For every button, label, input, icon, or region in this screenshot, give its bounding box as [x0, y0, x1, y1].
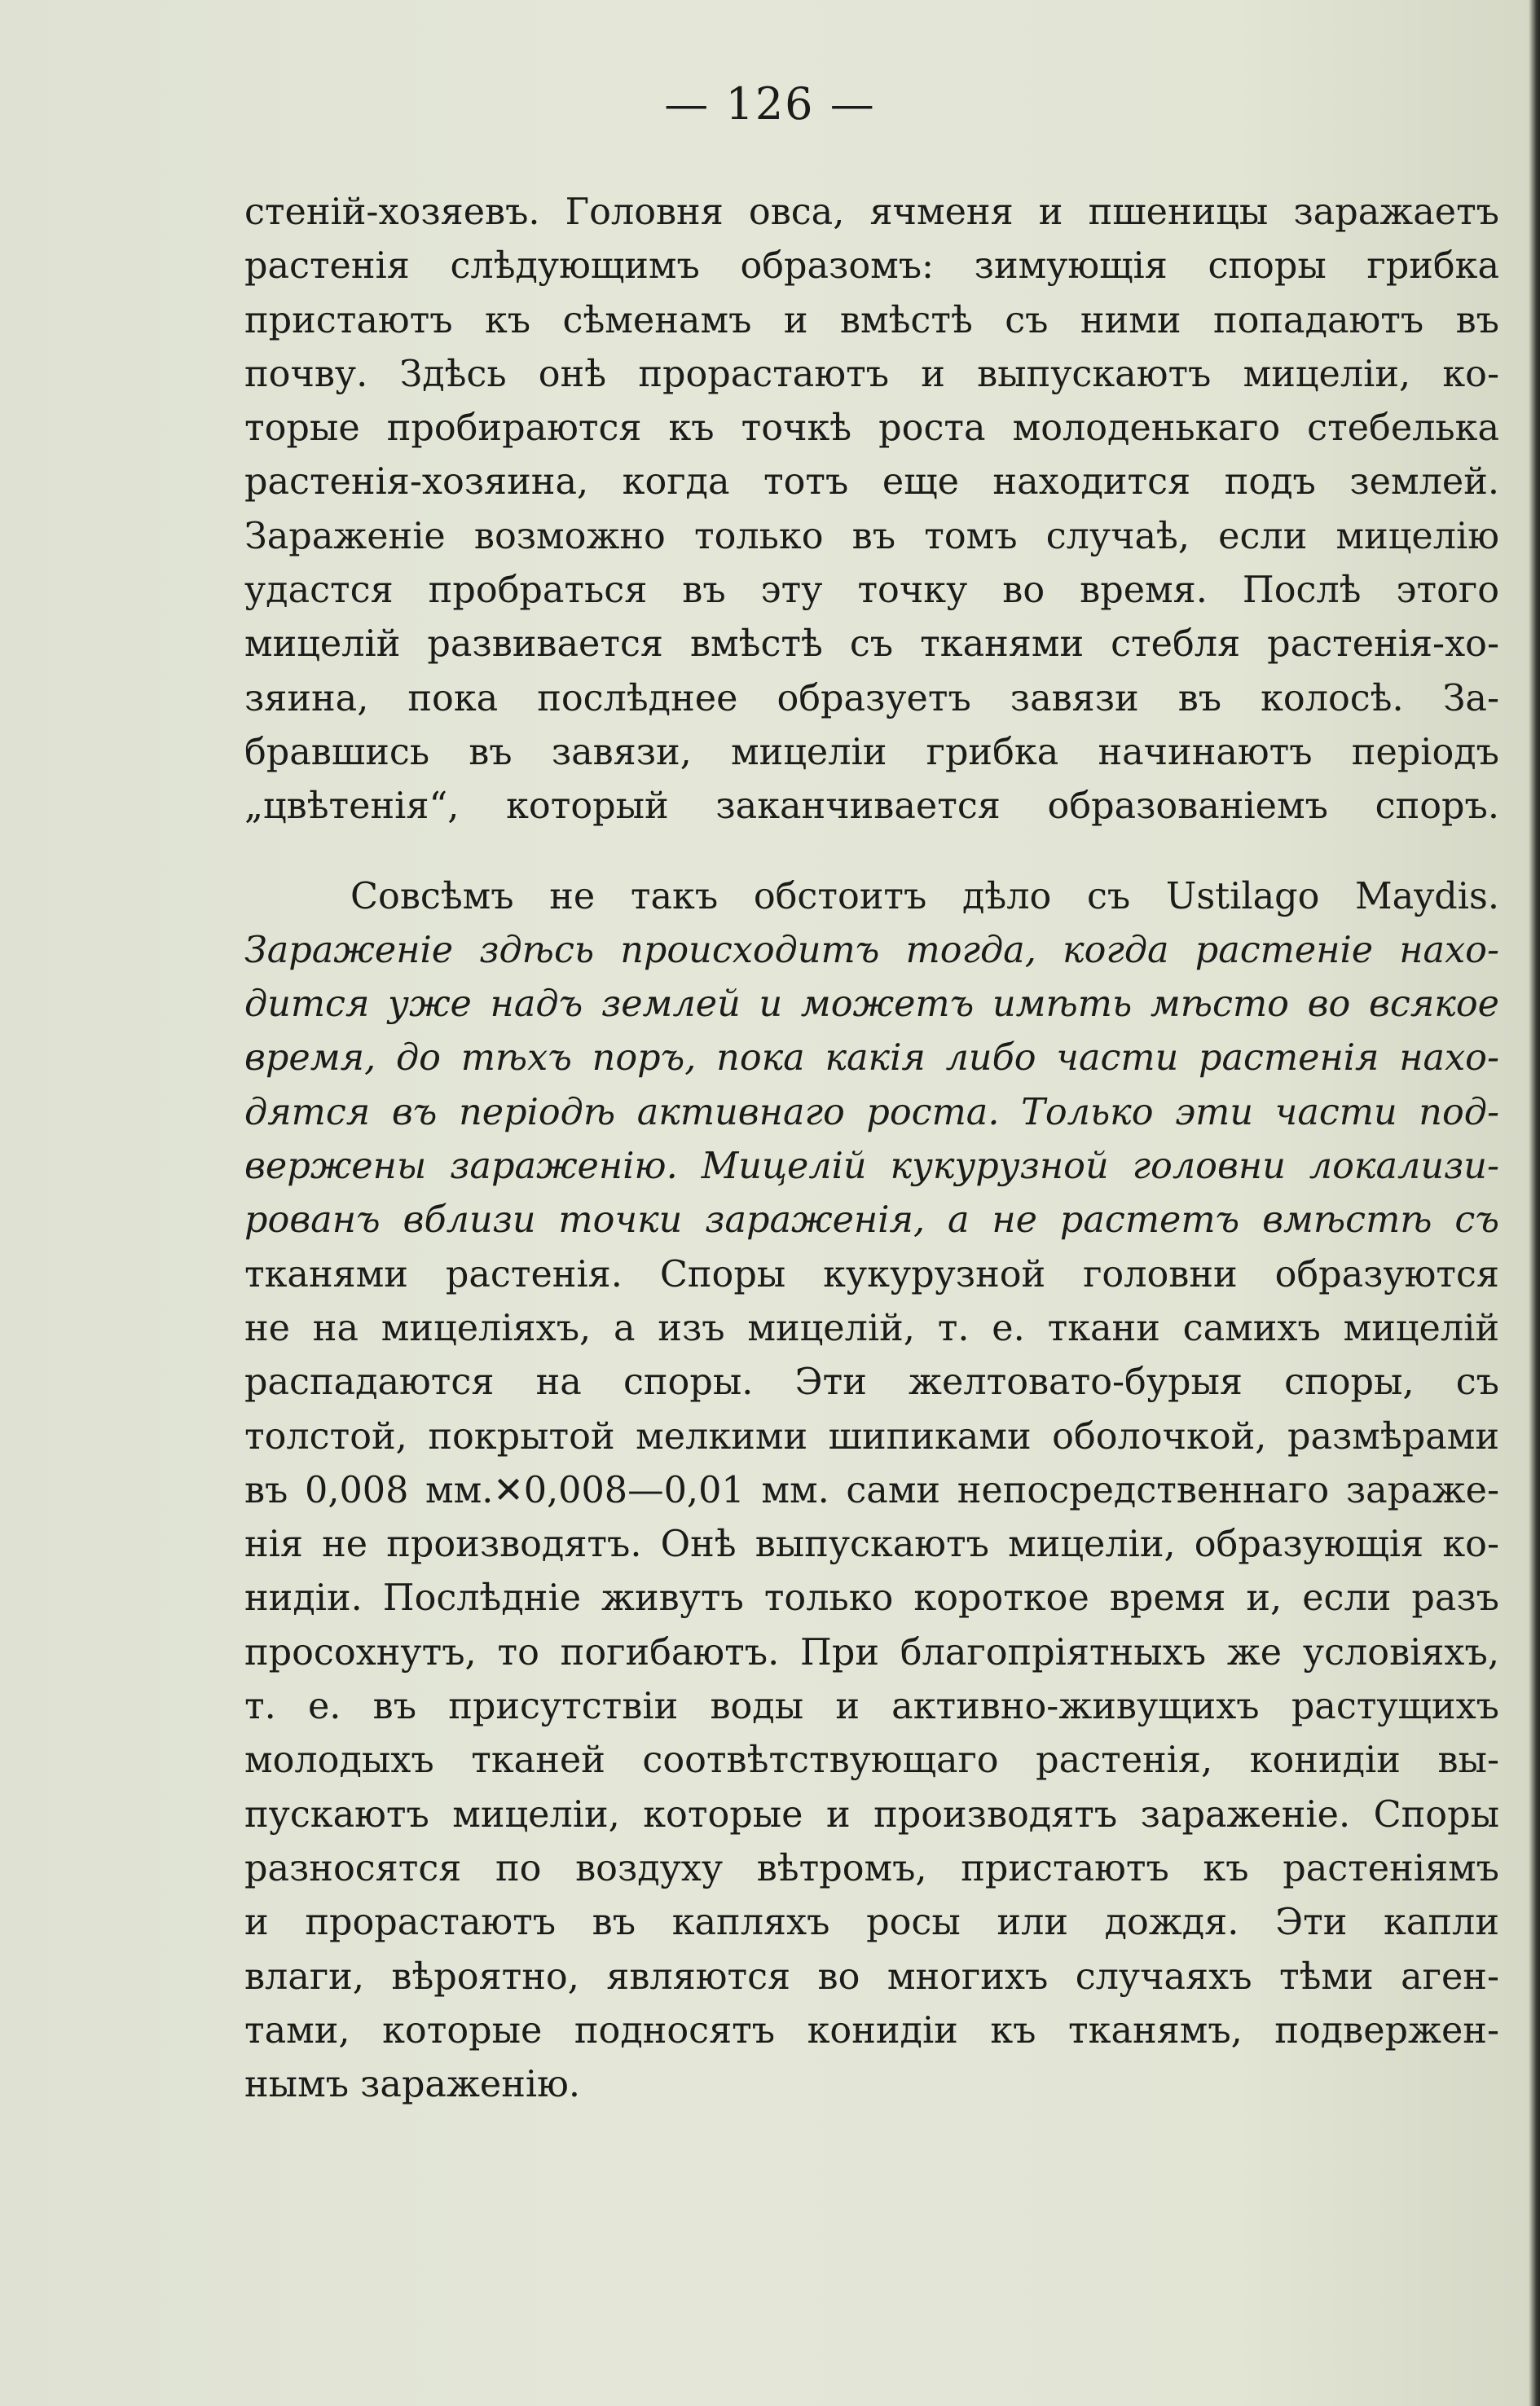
text-line-italic: время, до тѣхъ поръ, пока какія либо части растенія нахо- — [244, 1037, 1499, 1080]
text-line-italic: дятся въ періодѣ активнаго роста. Только эти части под- — [244, 1091, 1499, 1133]
text-line: не на мицеліяхъ, а изъ мицелій, т. е. ткани самихъ мицелій — [244, 1307, 1499, 1349]
paragraph-1 — [244, 186, 1499, 834]
paragraph-2 — [244, 870, 1499, 2113]
text-line: разносятся по воздуху вѣтромъ, пристаютъ къ растеніямъ — [244, 1847, 1499, 1889]
text-line: „цвѣтенія“, который заканчивается образованіемъ споръ. — [244, 785, 1499, 828]
text-line: тами, которые подносятъ конидіи къ тканямъ, подвержен- — [244, 2009, 1499, 2052]
text-line: тканями растенія. Споры кукурузной головни образуются — [244, 1253, 1499, 1295]
text-line: растенія слѣдующимъ образомъ: зимующія споры грибка — [244, 245, 1499, 288]
text-line: зяина, пока послѣднее образуетъ завязи въ колосѣ. За- — [244, 677, 1499, 719]
text-line: торые пробираются къ точкѣ роста молоденькаго стебелька — [244, 407, 1499, 450]
text-line: просохнутъ, то погибаютъ. При благопріятныхъ же условіяхъ, — [244, 1631, 1499, 1674]
text-line: въ 0,008 мм.✕0,008—0,01 мм. сами непосредственнаго зараже- — [244, 1469, 1499, 1511]
text-line: стеній-хозяевъ. Головня овса, ячменя и пшеницы заражаетъ — [244, 191, 1499, 233]
text-line-italic: вержены зараженію. Мицелій кукурузной головни локализи- — [244, 1146, 1499, 1188]
text-line-italic: дится уже надъ землей и можетъ имѣть мѣсто во всякое — [244, 983, 1499, 1026]
text-line: растенія-хозяина, когда тотъ еще находится подъ землей. — [244, 461, 1499, 504]
text-line-italic: Зараженіе здѣсь происходитъ тогда, когда растеніе нахо- — [244, 929, 1499, 971]
text-line: Совсѣмъ не такъ обстоитъ дѣло съ Ustilago Maydis. — [350, 875, 1499, 917]
text-line: нымъ зараженію. — [244, 2064, 581, 2106]
text-line: и прорастаютъ въ капляхъ росы или дождя. Эти капли — [244, 1902, 1499, 1944]
text-line: пристаютъ къ сѣменамъ и вмѣстѣ съ ними попадаютъ въ — [244, 299, 1499, 341]
text-line: толстой, покрытой мелкими шипиками оболочкой, размѣрами — [244, 1415, 1499, 1458]
text-line: нидіи. Послѣдніе живутъ только короткое время и, если разъ — [244, 1577, 1499, 1620]
text-line: удастся пробраться въ эту точку во время. Послѣ этого — [244, 570, 1499, 612]
body-text — [244, 186, 1499, 2112]
text-line-italic: рованъ вблизи точки зараженія, а не растетъ вмѣстѣ съ — [244, 1199, 1499, 1242]
page-number: — 126 — — [664, 78, 876, 130]
text-line: влаги, вѣроятно, являются во многихъ случаяхъ тѣми аген- — [244, 1955, 1499, 1998]
text-line: почву. Здѣсь онѣ прорастаютъ и выпускаютъ мицеліи, ко- — [244, 353, 1499, 395]
paragraph-gap — [244, 834, 1499, 870]
text-line: бравшись въ завязи, мицеліи грибка начинаютъ періодъ — [244, 731, 1499, 773]
text-line: пускаютъ мицеліи, которые и производятъ зараженіе. Споры — [244, 1793, 1499, 1836]
text-line: т. е. въ присутствіи воды и активно-живущихъ растущихъ — [244, 1686, 1499, 1728]
text-line: мицелій развивается вмѣстѣ съ тканями стебля растенія-хо- — [244, 623, 1499, 666]
text-line: нія не производятъ. Онѣ выпускаютъ мицеліи, образующія ко- — [244, 1524, 1499, 1566]
page-binding-shadow — [1529, 0, 1540, 2406]
text-line: распадаются на споры. Эти желтовато-бурыя споры, съ — [244, 1361, 1499, 1404]
text-line: молодыхъ тканей соотвѣтствующаго растенія, конидіи вы- — [244, 1740, 1499, 1782]
text-line: Зараженіе возможно только въ томъ случаѣ, если мицелію — [244, 515, 1499, 557]
